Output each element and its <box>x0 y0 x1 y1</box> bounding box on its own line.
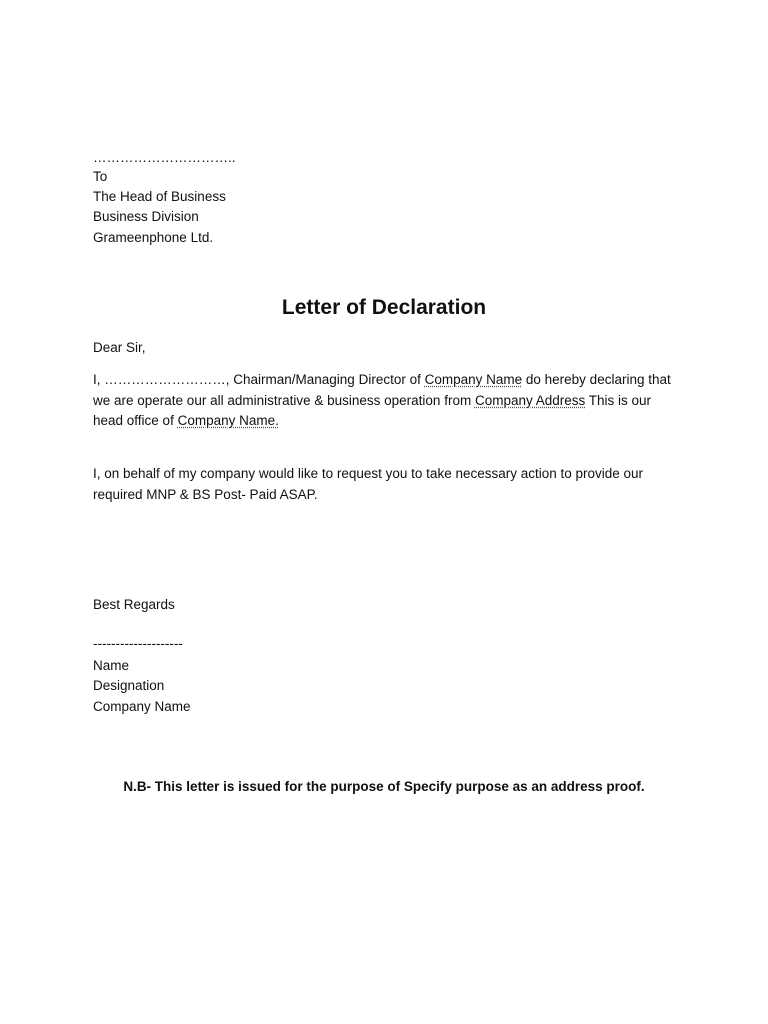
signer-name: Name <box>93 658 130 673</box>
letter-title: Letter of Declaration <box>281 296 487 319</box>
note: N.B- This letter is issued for the purpose of Specify purpose as an address proof. <box>123 779 645 794</box>
declaration-text-3: This is our head office of <box>93 392 652 428</box>
company-name-field: Company Name <box>424 372 523 387</box>
recipient-division: Business Division <box>93 209 199 224</box>
recipient-company: Grameenphone Ltd. <box>93 230 214 245</box>
recipient-title: The Head of Business <box>93 189 226 204</box>
closing: Best Regards <box>93 597 175 612</box>
to-label: To <box>93 169 108 184</box>
company-address-field: Company Address <box>474 392 586 408</box>
signer-company: Company Name <box>93 699 191 714</box>
declaration-text-2: do hereby declaring that we are operate our all administrative & business operation from <box>93 372 671 408</box>
declaration-text-1: I, ………………………, Chairman/Managing Director of <box>93 372 425 387</box>
date-placeholder: ………………………….. <box>93 150 236 165</box>
salutation: Dear Sir, <box>93 340 146 355</box>
signature-line: -------------------- <box>93 636 183 651</box>
company-name-field-2: Company Name. <box>177 413 279 428</box>
declaration-paragraph <box>93 370 683 432</box>
signer-designation: Designation <box>93 678 165 693</box>
request-paragraph: I, on behalf of my company would like to request you to take necessary action to provide our required MNP & BS Post- Paid ASAP. <box>93 466 644 502</box>
